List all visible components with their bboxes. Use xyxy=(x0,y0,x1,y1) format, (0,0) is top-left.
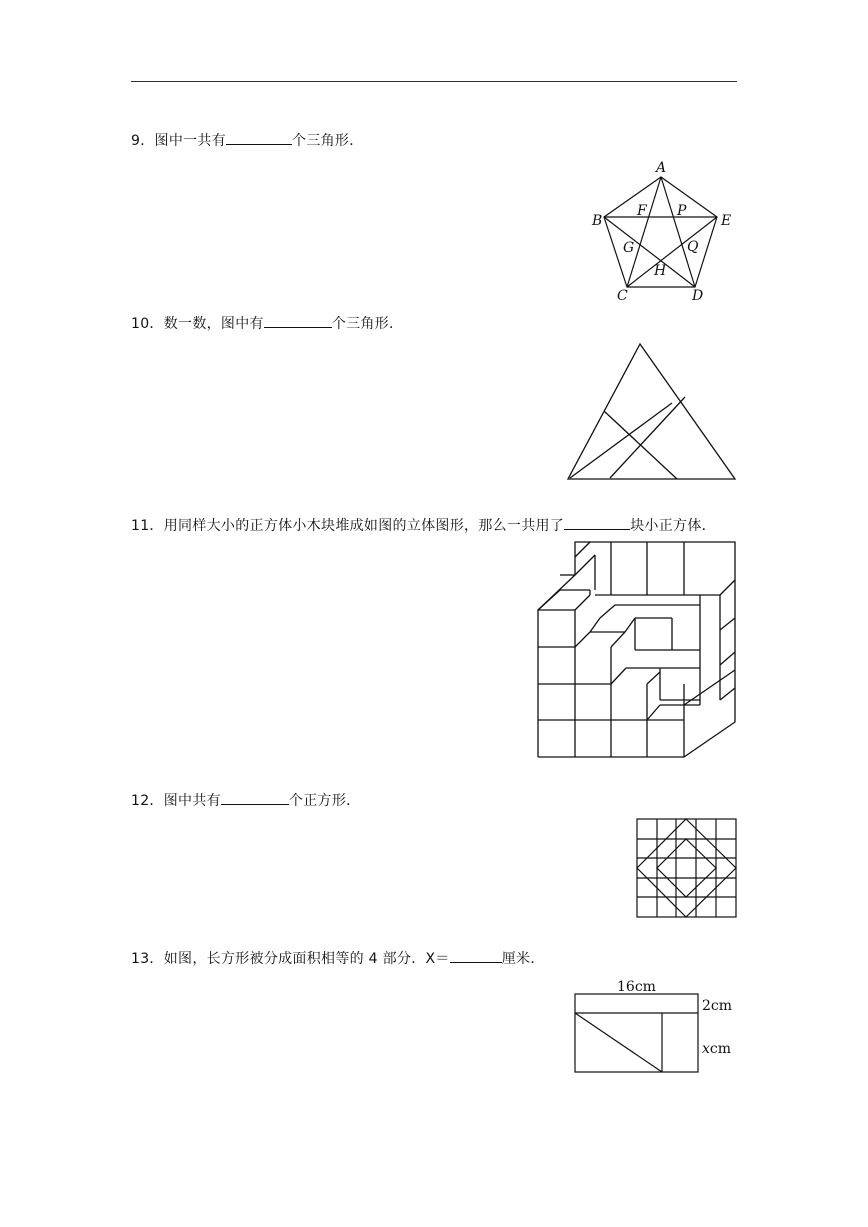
pentagon-star-figure xyxy=(585,160,735,305)
dimension-top-label: 16cm xyxy=(617,979,656,995)
inner-line-3 xyxy=(610,397,685,478)
header-rule xyxy=(131,81,737,82)
question-text: 块小正方体． xyxy=(630,518,716,534)
outer-triangle xyxy=(568,344,735,479)
dimension-x-label: xcm xyxy=(702,1041,732,1057)
label-h: H xyxy=(654,263,667,279)
label-f: F xyxy=(637,203,647,219)
answer-blank[interactable] xyxy=(226,131,292,145)
answer-blank[interactable] xyxy=(221,791,289,805)
question-text: 个三角形． xyxy=(331,316,404,332)
question-number: 9． xyxy=(131,133,155,149)
triangle-figure xyxy=(565,340,740,485)
label-p: P xyxy=(677,203,687,219)
label-g: G xyxy=(623,240,635,256)
question-text: 如图，长方形被分成面积相等的 4 部分．X＝ xyxy=(163,951,450,967)
rectangle-figure xyxy=(570,972,740,1078)
inner-diamond xyxy=(657,839,716,897)
question-number: 13． xyxy=(131,951,164,967)
question-text: 图中一共有 xyxy=(154,133,227,149)
question-12 xyxy=(131,791,360,810)
question-text: 图中共有 xyxy=(163,793,221,809)
question-text: 厘米． xyxy=(501,951,545,967)
diagonal-ec xyxy=(627,217,717,287)
answer-blank[interactable] xyxy=(450,949,502,963)
label-b: B xyxy=(592,213,603,229)
label-c: C xyxy=(617,288,628,304)
diagonal-bd xyxy=(604,217,695,287)
label-d: D xyxy=(692,288,704,304)
question-number: 12． xyxy=(131,793,164,809)
large-diamond xyxy=(637,819,736,917)
cube-stack-figure xyxy=(530,536,740,761)
question-text: 个正方形． xyxy=(288,793,361,809)
question-text: 用同样大小的正方体小木块堆成如图的立体图形，那么一共用了 xyxy=(163,518,565,534)
label-a: A xyxy=(656,160,667,176)
question-text: 数一数，图中有 xyxy=(163,316,264,332)
question-9 xyxy=(131,131,364,150)
label-q: Q xyxy=(687,239,699,255)
outer-rectangle xyxy=(575,994,698,1072)
answer-blank[interactable] xyxy=(264,314,332,328)
question-10 xyxy=(131,314,403,333)
outer-square xyxy=(637,819,736,917)
squares-grid-figure xyxy=(630,812,742,924)
question-11 xyxy=(131,516,716,535)
label-e: E xyxy=(721,213,732,229)
question-13 xyxy=(131,949,545,968)
question-number: 10． xyxy=(131,316,164,332)
answer-blank[interactable] xyxy=(564,516,630,530)
dimension-right-top-label: 2cm xyxy=(702,998,733,1014)
question-text: 个三角形． xyxy=(292,133,364,149)
question-number: 11． xyxy=(131,518,164,534)
